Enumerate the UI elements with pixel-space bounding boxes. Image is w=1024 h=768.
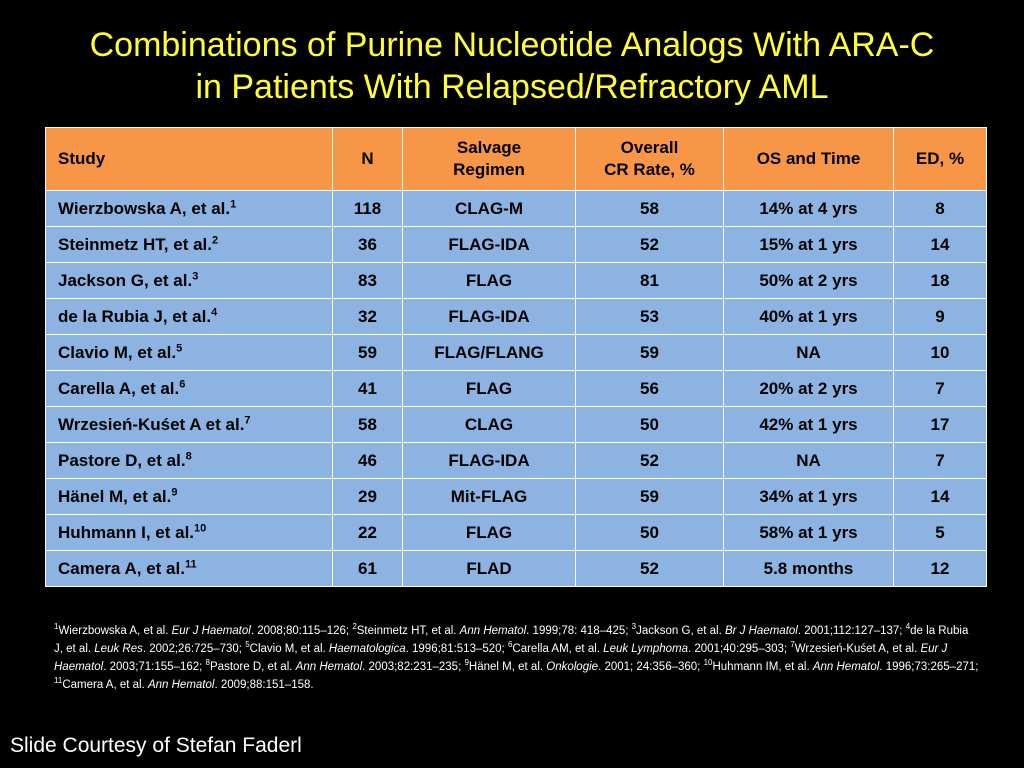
regimen-cell: FLAG [403,263,576,299]
reference-journal: Ann Hematol [295,661,363,673]
ed-cell: 5 [894,515,987,551]
study-cell [46,371,333,407]
ed-cell: 18 [894,263,987,299]
cr-cell: 59 [576,479,724,515]
cr-cell: 81 [576,263,724,299]
ed-cell: 8 [894,191,987,227]
study-ref-number: 1 [230,197,237,210]
slide-courtesy: Slide Courtesy of Stefan Faderl [10,734,302,757]
study-name: Wierzbowska A, et al. [58,198,231,218]
reference-citation: . 2009;88:151–158. [214,679,314,691]
column-header-3 [403,128,576,191]
references-footnote [54,622,979,694]
n-cell: 32 [333,299,403,335]
column-header-2 [333,128,403,191]
reference-citation: . 2008;80:115–126; [250,625,353,637]
os-cell: 40% at 1 yrs [724,299,894,335]
cr-cell: 52 [576,227,724,263]
n-cell: 59 [333,335,403,371]
regimen-cell: FLAD [403,551,576,587]
study-ref-number: 5 [176,341,183,354]
cr-cell: 53 [576,299,724,335]
reference-authors: Jackson G, et al. [636,625,725,637]
column-header-line2: Regimen [453,160,525,179]
reference-number: 6 [507,640,513,650]
table-row [46,191,987,227]
study-cell [46,191,333,227]
n-cell: 61 [333,551,403,587]
reference-journal: Ann Hematol [812,661,880,673]
study-name: de la Rubia J, et al. [58,306,212,326]
ed-cell: 7 [894,371,987,407]
column-header-line1: Overall [620,138,679,157]
ed-cell: 7 [894,443,987,479]
ed-cell: 10 [894,335,987,371]
reference-number: 4 [905,622,911,632]
study-name: Wrzesień-Kuśet A et al. [58,414,245,434]
reference-entry [54,676,314,691]
reference-entry [54,622,353,637]
ed-cell: 12 [894,551,987,587]
column-header-line1: N [361,149,374,168]
reference-journal: Haematologica [328,643,406,655]
regimen-cell: FLAG-IDA [403,227,576,263]
reference-citation: . 2001; 24:356–360; [598,661,704,673]
study-ref-number: 3 [192,269,199,282]
n-cell: 41 [333,371,403,407]
studies-table [45,127,987,587]
table-row [46,335,987,371]
reference-journal: Ann Hematol [147,679,215,691]
study-cell [46,479,333,515]
os-cell: 34% at 1 yrs [724,479,894,515]
n-cell: 36 [333,227,403,263]
column-header-5 [724,128,894,191]
column-header-4 [576,128,724,191]
n-cell: 46 [333,443,403,479]
reference-entry [352,622,632,637]
n-cell: 29 [333,479,403,515]
study-ref-number: 11 [184,557,197,570]
n-cell: 22 [333,515,403,551]
os-cell: 20% at 2 yrs [724,371,894,407]
reference-number: 9 [464,658,469,668]
ed-cell: 9 [894,299,987,335]
study-cell [46,335,333,371]
reference-citation: . 2003;71:155–162; [103,661,206,673]
os-cell: 50% at 2 yrs [724,263,894,299]
reference-authors: Carella AM, et al. [512,643,604,655]
os-cell: NA [724,335,894,371]
table-row [46,299,987,335]
reference-number: 3 [631,622,637,632]
column-header-line1: Salvage [456,138,522,157]
regimen-cell: CLAG [403,407,576,443]
reference-authors: Wrzesień-Kuśet A, et al. [794,643,921,655]
reference-citation: . 2003;82:231–235; [362,661,465,673]
reference-authors: de la Rubia J, et al. [54,625,969,655]
study-name: Jackson G, et al. [58,270,193,290]
regimen-cell: FLAG [403,515,576,551]
reference-citation: . 1996;73:265–271; [879,661,979,673]
os-cell: 58% at 1 yrs [724,515,894,551]
ed-cell: 17 [894,407,987,443]
cr-cell: 52 [576,551,724,587]
regimen-cell: FLAG-IDA [403,299,576,335]
column-header-6 [894,128,987,191]
cr-cell: 56 [576,371,724,407]
reference-entry [703,658,979,673]
table-row [46,263,987,299]
cr-cell: 58 [576,191,724,227]
ed-cell: 14 [894,227,987,263]
reference-entry [245,640,508,655]
reference-authors: Camera A, et al. [62,679,148,691]
regimen-cell: FLAG [403,371,576,407]
slide-title-line1: Combinations of Purine Nucleotide Analogs With ARA-C [89,26,935,64]
n-cell: 118 [333,191,403,227]
reference-number: 10 [703,658,713,668]
regimen-cell: Mit-FLAG [403,479,576,515]
reference-authors: Clavio M, et al. [249,643,329,655]
os-cell: 15% at 1 yrs [724,227,894,263]
regimen-cell: FLAG/FLANG [403,335,576,371]
reference-citation: . 1996;81:513–520; [405,643,508,655]
reference-citation: . 2001;40:295–303; [687,643,791,655]
slide-title-line2: in Patients With Relapsed/Refractory AML [195,68,829,106]
study-cell [46,551,333,587]
reference-entry [507,640,791,655]
reference-journal: Eur J Haematol [54,643,948,673]
cr-cell: 50 [576,407,724,443]
n-cell: 58 [333,407,403,443]
study-ref-number: 2 [211,233,219,246]
study-ref-number: 10 [194,521,207,534]
study-ref-number: 4 [211,305,218,318]
regimen-cell: FLAG-IDA [403,443,576,479]
os-cell: 42% at 1 yrs [724,407,894,443]
reference-number: 2 [352,622,357,632]
reference-journal: Onkologie [546,661,599,673]
table-row [46,371,987,407]
study-name: Steinmetz HT, et al. [58,234,212,254]
ed-cell: 14 [894,479,987,515]
study-cell [46,443,333,479]
study-cell [46,407,333,443]
os-cell: NA [724,443,894,479]
table-row [46,515,987,551]
study-name: Carella A, et al. [58,378,180,398]
study-ref-number: 6 [179,377,186,390]
reference-authors: Steinmetz HT, et al. [356,625,460,637]
table-row [46,443,987,479]
reference-authors: Wierzbowska A, et al. [58,625,172,637]
study-ref-number: 9 [171,485,178,498]
reference-journal: Leuk Res [94,643,143,655]
reference-entry [464,658,704,673]
column-header-line1: Study [58,149,106,168]
reference-authors: Huhmann IM, et al. [712,661,813,673]
study-name: Huhmann I, et al. [58,522,195,542]
reference-entry [205,658,465,673]
reference-journal: Br J Haematol [724,625,798,637]
reference-number: 1 [54,622,59,632]
column-header-line1: OS and Time [756,149,861,168]
reference-journal: Leuk Lymphoma [603,643,688,655]
reference-entry [631,622,906,637]
reference-number: 8 [205,658,210,668]
column-header-line2: CR Rate, % [604,160,695,179]
study-name: Hänel M, et al. [58,486,172,506]
os-cell: 5.8 months [724,551,894,587]
reference-journal: Eur J Haematol [171,625,251,637]
reference-number: 7 [790,640,795,650]
reference-citation: . 2002;26:725–730; [142,643,246,655]
cr-cell: 50 [576,515,724,551]
regimen-cell: CLAG-M [403,191,576,227]
table-row [46,227,987,263]
table-row [46,551,987,587]
slide-title [0,24,1024,108]
reference-citation: . 1999;78: 418–425; [526,625,632,637]
study-ref-number: 8 [185,449,192,462]
study-name: Pastore D, et al. [58,450,186,470]
study-ref-number: 7 [244,413,251,426]
table-row [46,479,987,515]
n-cell: 83 [333,263,403,299]
study-cell [46,227,333,263]
reference-authors: Pastore D, et al. [210,661,296,673]
study-cell [46,515,333,551]
study-name: Camera A, et al. [58,558,185,578]
reference-number: 5 [245,640,250,650]
column-header-1 [46,128,333,191]
reference-authors: Hänel M, et al. [468,661,547,673]
table-body [46,191,987,587]
cr-cell: 59 [576,335,724,371]
study-cell [46,263,333,299]
study-name: Clavio M, et al. [58,342,177,362]
reference-journal: Ann Hematol [459,625,527,637]
reference-number: 11 [54,676,63,686]
table-row [46,407,987,443]
table-header-row [46,128,987,191]
study-cell [46,299,333,335]
cr-cell: 52 [576,443,724,479]
os-cell: 14% at 4 yrs [724,191,894,227]
column-header-line1: ED, % [915,149,965,168]
reference-citation: . 2001;112:127–137; [797,625,906,637]
